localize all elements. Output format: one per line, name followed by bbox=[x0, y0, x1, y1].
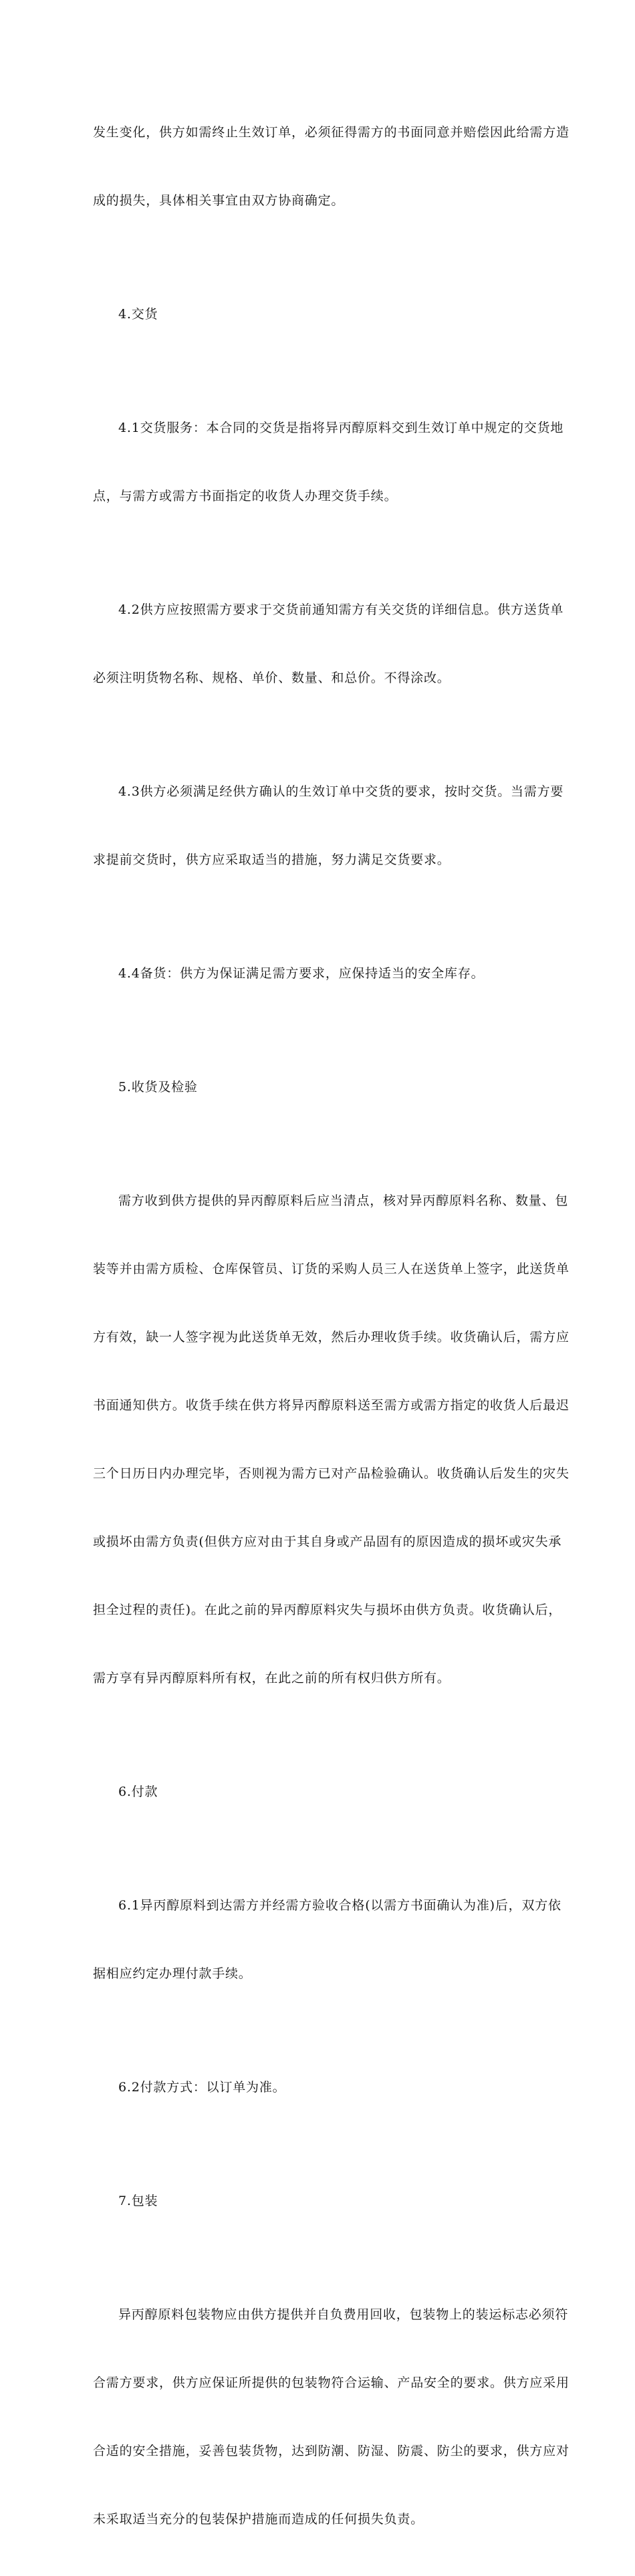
clause-6-2 bbox=[93, 2030, 544, 2144]
paragraph-continuation bbox=[93, 76, 569, 257]
text-line: 未采取适当充分的包装保护措施而造成的任何损失负责。 bbox=[93, 2512, 424, 2527]
clause-4-2 bbox=[93, 553, 564, 735]
text-line: 4.3供方必须满足经供方确认的生效订单中交货的要求，按时交货。当需方要 bbox=[118, 784, 564, 799]
text-line: 点，与需方或需方书面指定的收货人办理交货手续。 bbox=[93, 489, 398, 503]
clause-4-3 bbox=[93, 735, 564, 917]
text-line: 6.1异丙醇原料到达需方并经需方验收合格(以需方书面确认为准)后，双方依 bbox=[118, 1898, 561, 1913]
text-line: 异丙醇原料包装物应由供方提供并自负费用回收，包装物上的装运标志必须符 bbox=[118, 2307, 569, 2322]
text-line: 6.2付款方式：以订单为准。 bbox=[118, 2080, 286, 2095]
text-line: 4.4备货：供方为保证满足需方要求，应保持适当的安全库存。 bbox=[118, 966, 485, 981]
heading-text: 6.付款 bbox=[118, 1784, 158, 1799]
clause-4-4 bbox=[93, 917, 544, 1030]
text-line: 发生变化，供方如需终止生效订单，必须征得需方的书面同意并赔偿因此给需方造 bbox=[93, 125, 569, 140]
text-line: 方有效，缺一人签字视为此送货单无效，然后办理收货手续。收货确认后，需方应 bbox=[93, 1330, 569, 1344]
clause-7 bbox=[93, 2258, 569, 2576]
heading-text: 4.交货 bbox=[118, 307, 158, 322]
section-heading-delivery bbox=[93, 257, 544, 371]
text-line: 需方享有异丙醇原料所有权，在此之前的所有权归供方所有。 bbox=[93, 1671, 451, 1685]
text-line: 合适的安全措施，妥善包装货物，达到防潮、防湿、防震、防尘的要求，供方应对 bbox=[93, 2444, 569, 2458]
clause-5 bbox=[93, 1144, 569, 1735]
text-line: 需方收到供方提供的异丙醇原料后应当清点，核对异丙醇原料名称、数量、包 bbox=[118, 1193, 569, 1208]
text-line: 4.2供方应按照需方要求于交货前通知需方有关交货的详细信息。供方送货单 bbox=[118, 602, 564, 617]
clause-4-1 bbox=[93, 371, 564, 553]
heading-text: 5.收货及检验 bbox=[118, 1080, 198, 1094]
text-line: 三个日历日内办理完毕，否则视为需方已对产品检验确认。收货确认后发生的灾失 bbox=[93, 1466, 569, 1481]
text-line: 求提前交货时，供方应采取适当的措施，努力满足交货要求。 bbox=[93, 852, 451, 867]
section-heading-packaging bbox=[93, 2144, 544, 2258]
text-line: 合需方要求，供方应保证所提供的包装物符合运输、产品安全的要求。供方应采用 bbox=[93, 2375, 569, 2390]
text-line: 或损坏由需方负责(但供方应对由于其自身或产品固有的原因造成的损坏或灾失承 bbox=[93, 1534, 562, 1549]
text-line: 成的损失，具体相关事宜由双方协商确定。 bbox=[93, 193, 345, 208]
section-heading-payment bbox=[93, 1735, 544, 1849]
clause-6-1 bbox=[93, 1849, 561, 2030]
section-heading-receiving bbox=[93, 1030, 544, 1144]
text-line: 书面通知供方。收货手续在供方将异丙醇原料送至需方或需方指定的收货人后最迟 bbox=[93, 1398, 569, 1413]
text-line: 担全过程的责任)。在此之前的异丙醇原料灾失与损坏由供方负责。收货确认后， bbox=[93, 1603, 562, 1617]
document-body bbox=[93, 76, 569, 2576]
text-line: 必须注明货物名称、规格、单价、数量、和总价。不得涂改。 bbox=[93, 671, 451, 685]
text-line: 据相应约定办理付款手续。 bbox=[93, 1966, 252, 1981]
heading-text: 7.包装 bbox=[118, 2194, 158, 2208]
text-line: 装等并由需方质检、仓库保管员、订货的采购人员三人在送货单上签字，此送货单 bbox=[93, 1262, 569, 1276]
text-line: 4.1交货服务：本合同的交货是指将异丙醇原料交到生效订单中规定的交货地 bbox=[118, 421, 564, 435]
